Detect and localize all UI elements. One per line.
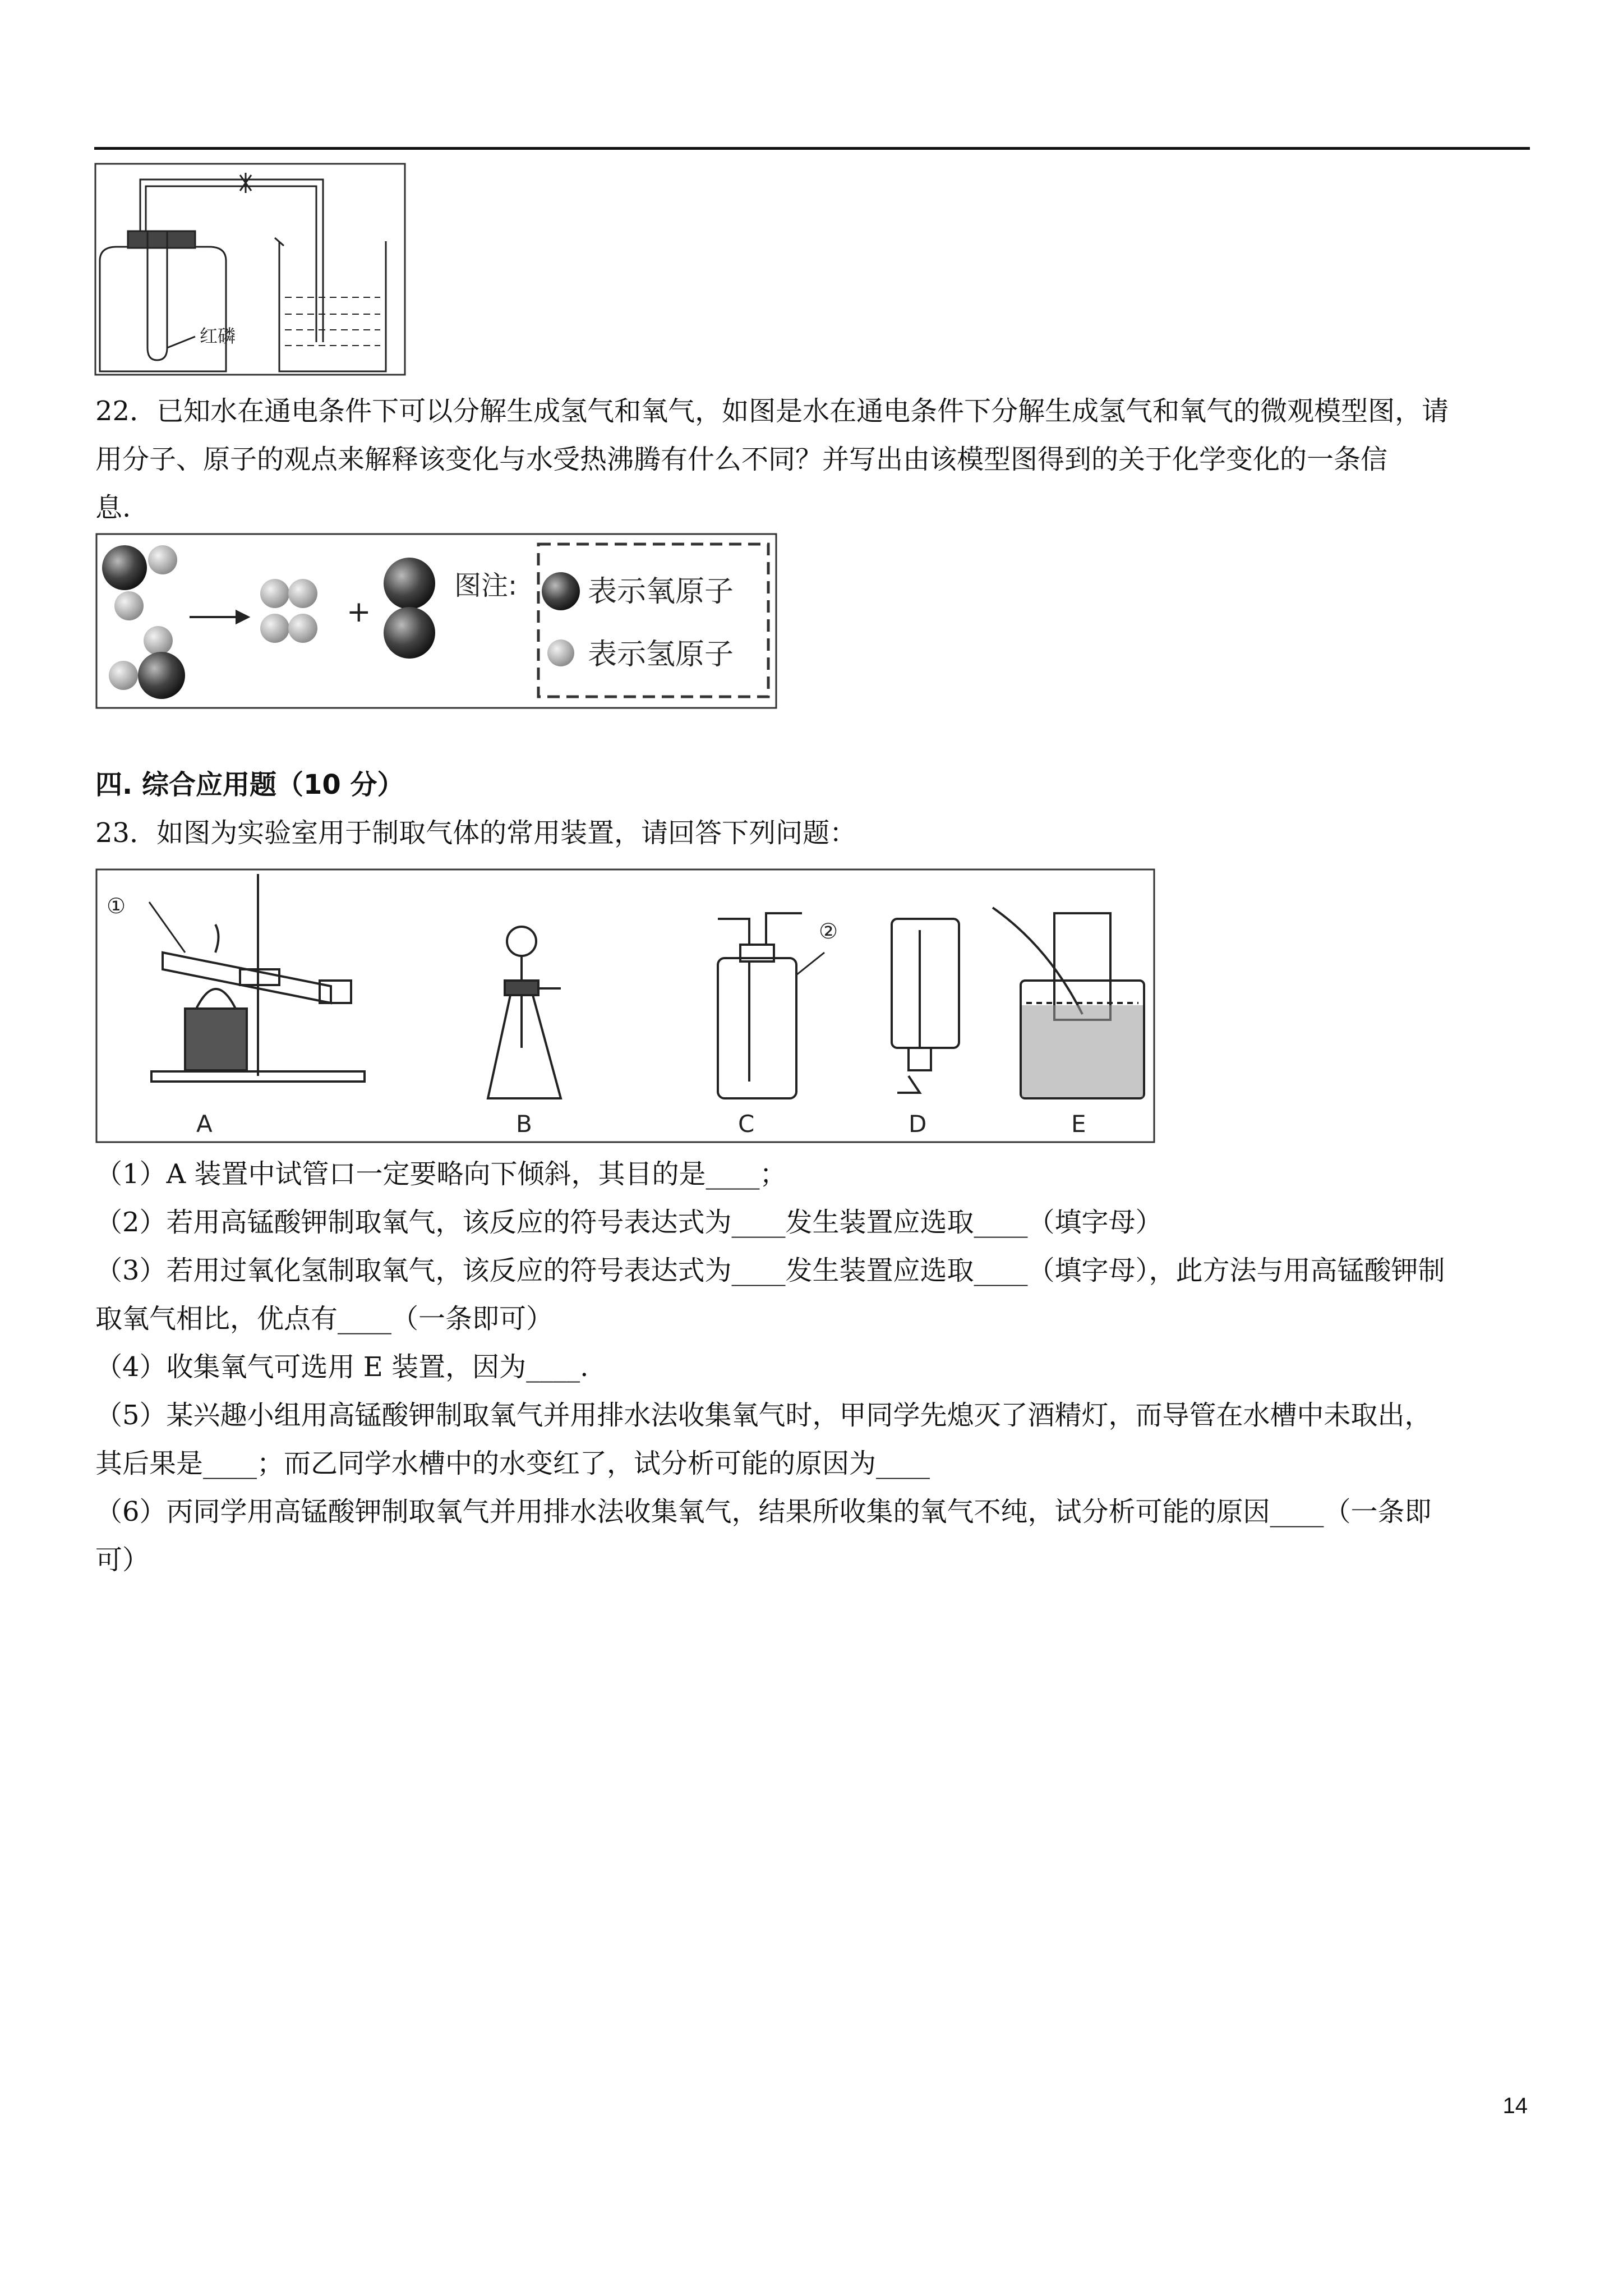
q22-line-2: 用分子、原子的观点来解释该变化与水受热沸腾有什么不同？并写出由该模型图得到的关于化学变化的一条信 [95,444,1388,475]
legend-hydrogen-icon [547,639,574,666]
q23-part-6a: （6）丙同学用高锰酸钾制取氧气并用排水法收集氧气，结果所收集的氧气不纯，试分析可能的原因____（一条即 [95,1496,1432,1527]
q23-part-5b: 其后果是____；而乙同学水槽中的水变红了，试分析可能的原因为____ [95,1448,930,1479]
legend-title: 图注: [454,570,518,601]
legend-oxygen-icon [542,572,580,610]
q23-part-3a: （3）若用过氧化氢制取氧气，该反应的符号表达式为____发生装置应选取____（填字母），此方法与用高锰酸钾制 [95,1255,1445,1286]
q23-stem: 23．如图为实验室用于制取气体的常用装置，请回答下列问题： [95,817,857,849]
q22-question [95,387,1531,532]
q23-part-5a: （5）某兴趣小组用高锰酸钾制取氧气并用排水法收集氧气时，甲同学先熄灭了酒精灯，而导管在水槽中未取出， [95,1400,1432,1431]
label-d: D [909,1110,927,1138]
legend-box [538,544,768,697]
q22-line-1: 22．已知水在通电条件下可以分解生成氢气和氧气，如图是水在通电条件下分解生成氢气和氧气的微观模型图，请 [95,395,1449,427]
section4-title: 四. 综合应用题（10 分） [95,769,404,800]
marker-2: ② [819,919,838,944]
header-rule [94,147,1530,150]
page-number: 14 [1502,2093,1528,2118]
q23-part-6b: 可） [95,1544,150,1576]
red-phosphorus-label: 红磷 [200,325,236,347]
q23-part-4: （4）收集氧气可选用 E 装置，因为____. [95,1351,589,1383]
q23-apparatus-figure [95,868,1155,1143]
section4-block [95,761,1531,857]
legend-hydrogen-label: 表示氢原子 [588,638,734,671]
q22-water-electrolysis-model-figure [95,533,777,709]
oxygen-atom-icon [102,545,147,590]
plus-sign: + [347,595,371,629]
q23-part-2: （2）若用高锰酸钾制取氧气，该反应的符号表达式为____发生装置应选取____（填字母） [95,1207,1163,1238]
legend-oxygen-label: 表示氧原子 [588,575,734,609]
q23-part-1: （1）A 装置中试管口一定要略向下倾斜，其目的是____； [95,1158,787,1190]
label-c: C [738,1110,755,1138]
label-a: A [196,1110,213,1138]
q22-line-3: 息. [95,492,131,523]
q23-parts [95,1150,1531,1584]
marker-1: ① [107,894,126,918]
label-b: B [516,1110,532,1138]
q23-part-3b: 取氧气相比，优点有____（一条即可） [95,1303,554,1335]
q21-red-phosphorus-apparatus-figure [94,163,406,376]
label-e: E [1071,1110,1086,1138]
